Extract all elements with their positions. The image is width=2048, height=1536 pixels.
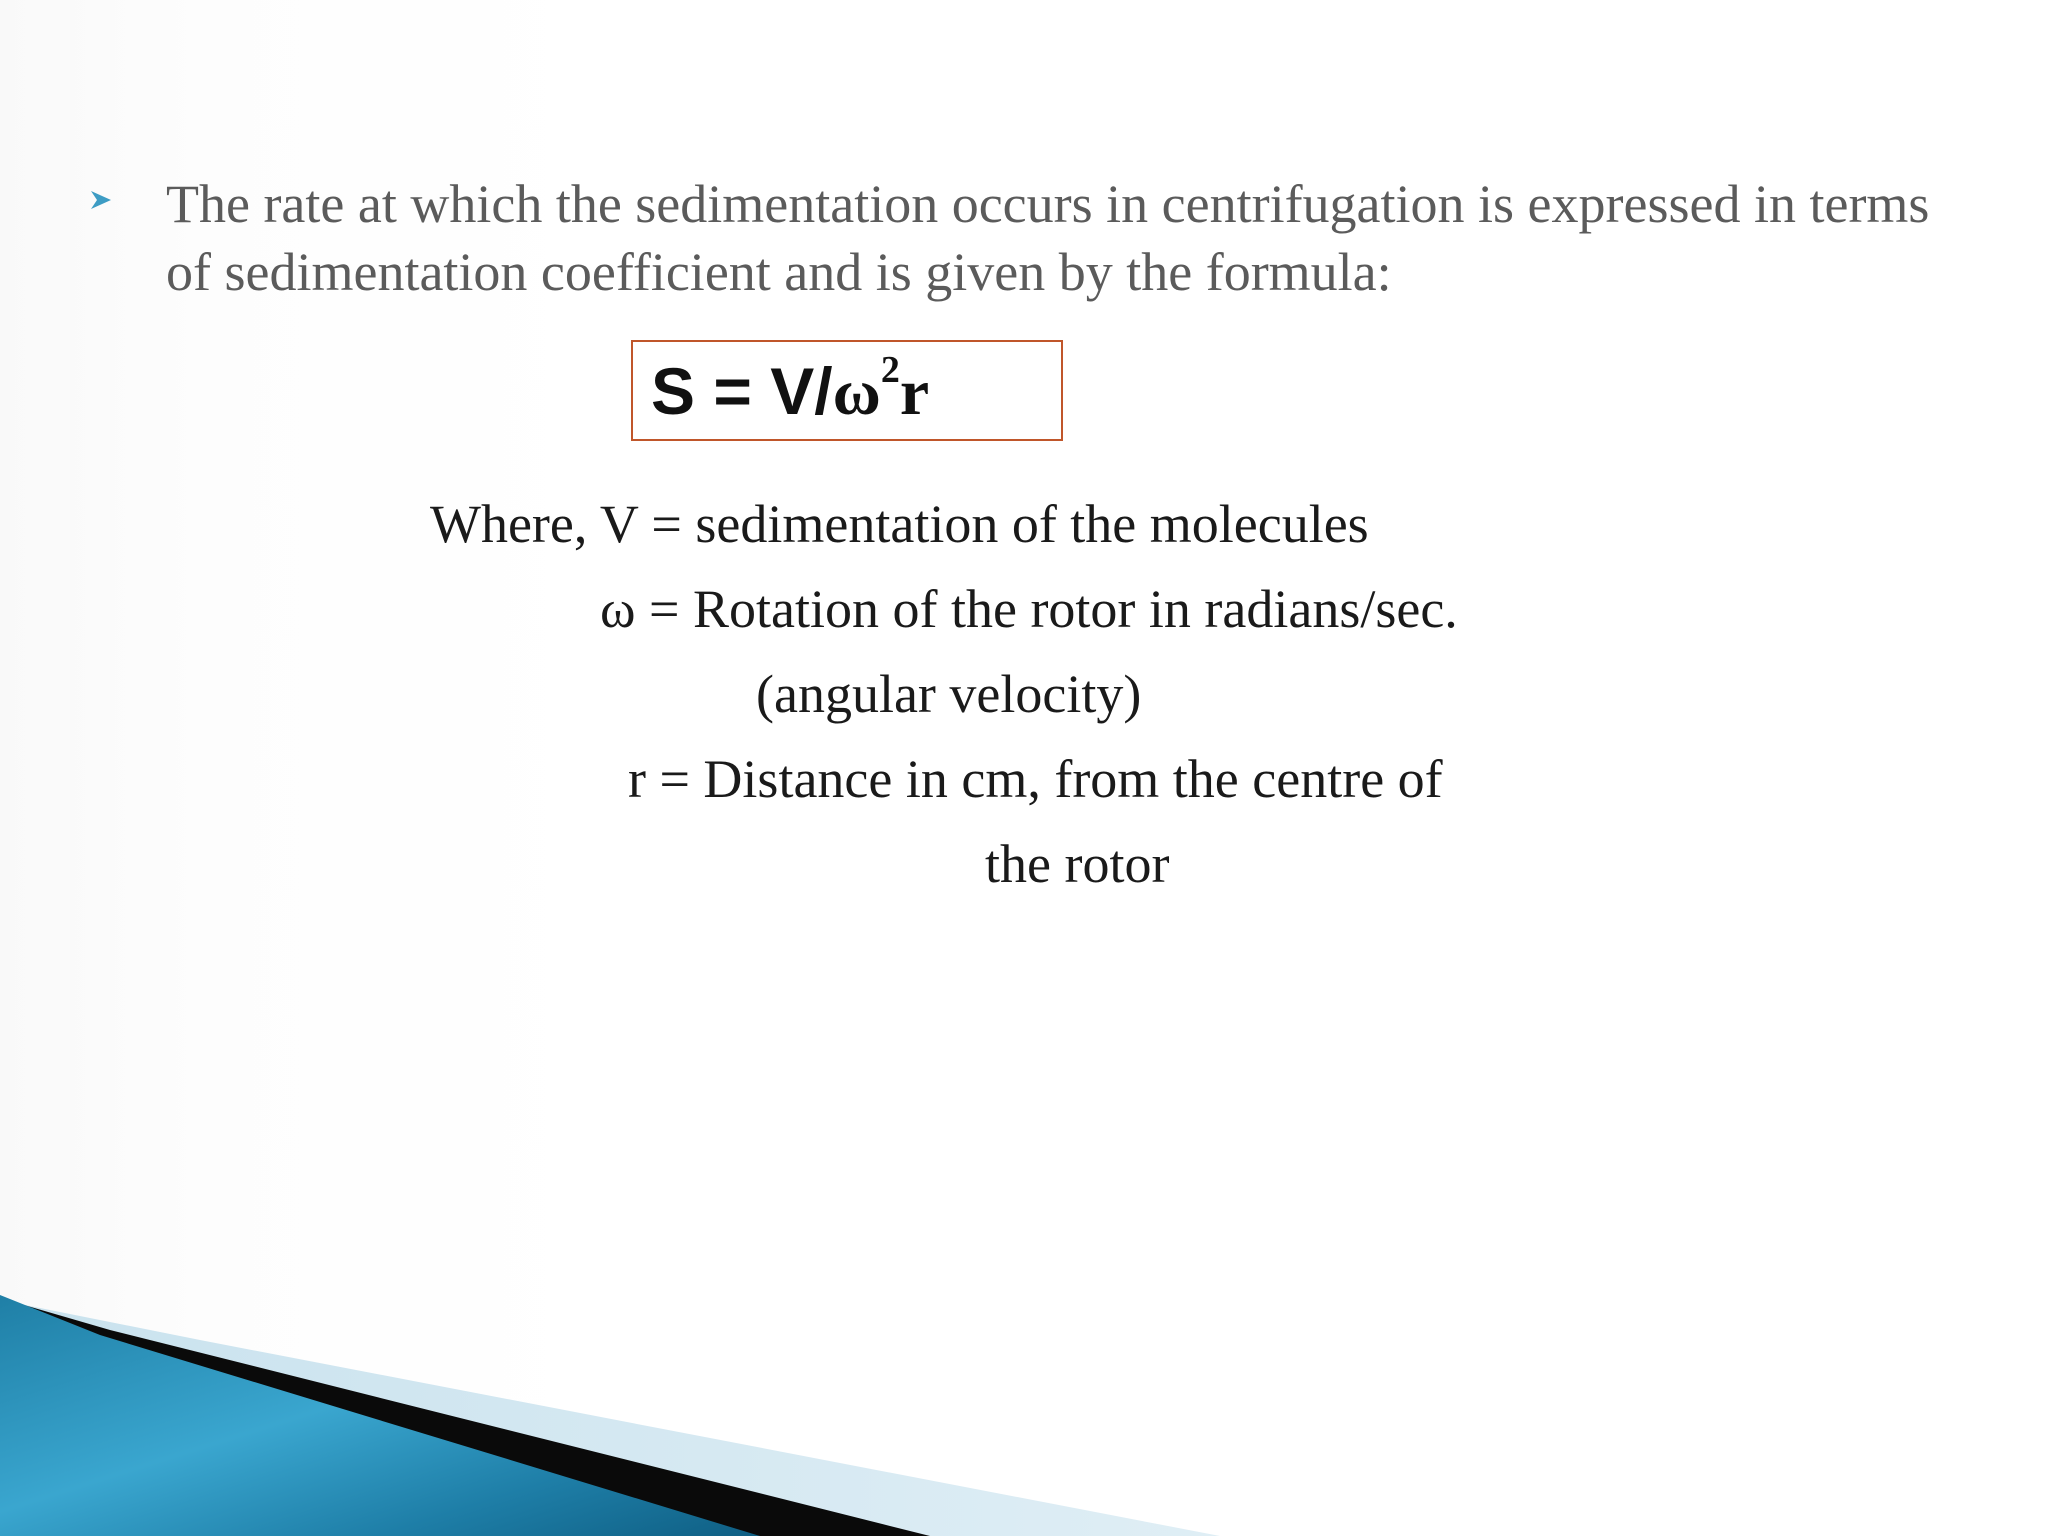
formula-omega: ω [832,356,881,429]
formula-exponent: 2 [880,349,900,391]
definition-v: Where, V = sedimentation of the molecules [430,494,1369,554]
formula-r: r [899,356,930,429]
definition-r: r = Distance in cm, from the centre of [628,749,1443,809]
arrowhead-bullet-icon [89,188,113,212]
formula-box [631,340,1063,441]
formula-lhs: S = V/ [651,354,833,428]
definition-r-continued: the rotor [985,834,1170,894]
definition-omega-note: (angular velocity) [756,664,1142,724]
bullet-paragraph [0,160,2048,310]
formula [651,349,930,429]
bullet-text: The rate at which the sedimentation occurs in centrifugation is expressed in terms of sedimentation coefficient and is given by the formula: [166,174,1930,302]
definition-omega: ω = Rotation of the rotor in radians/sec. [600,579,1458,639]
